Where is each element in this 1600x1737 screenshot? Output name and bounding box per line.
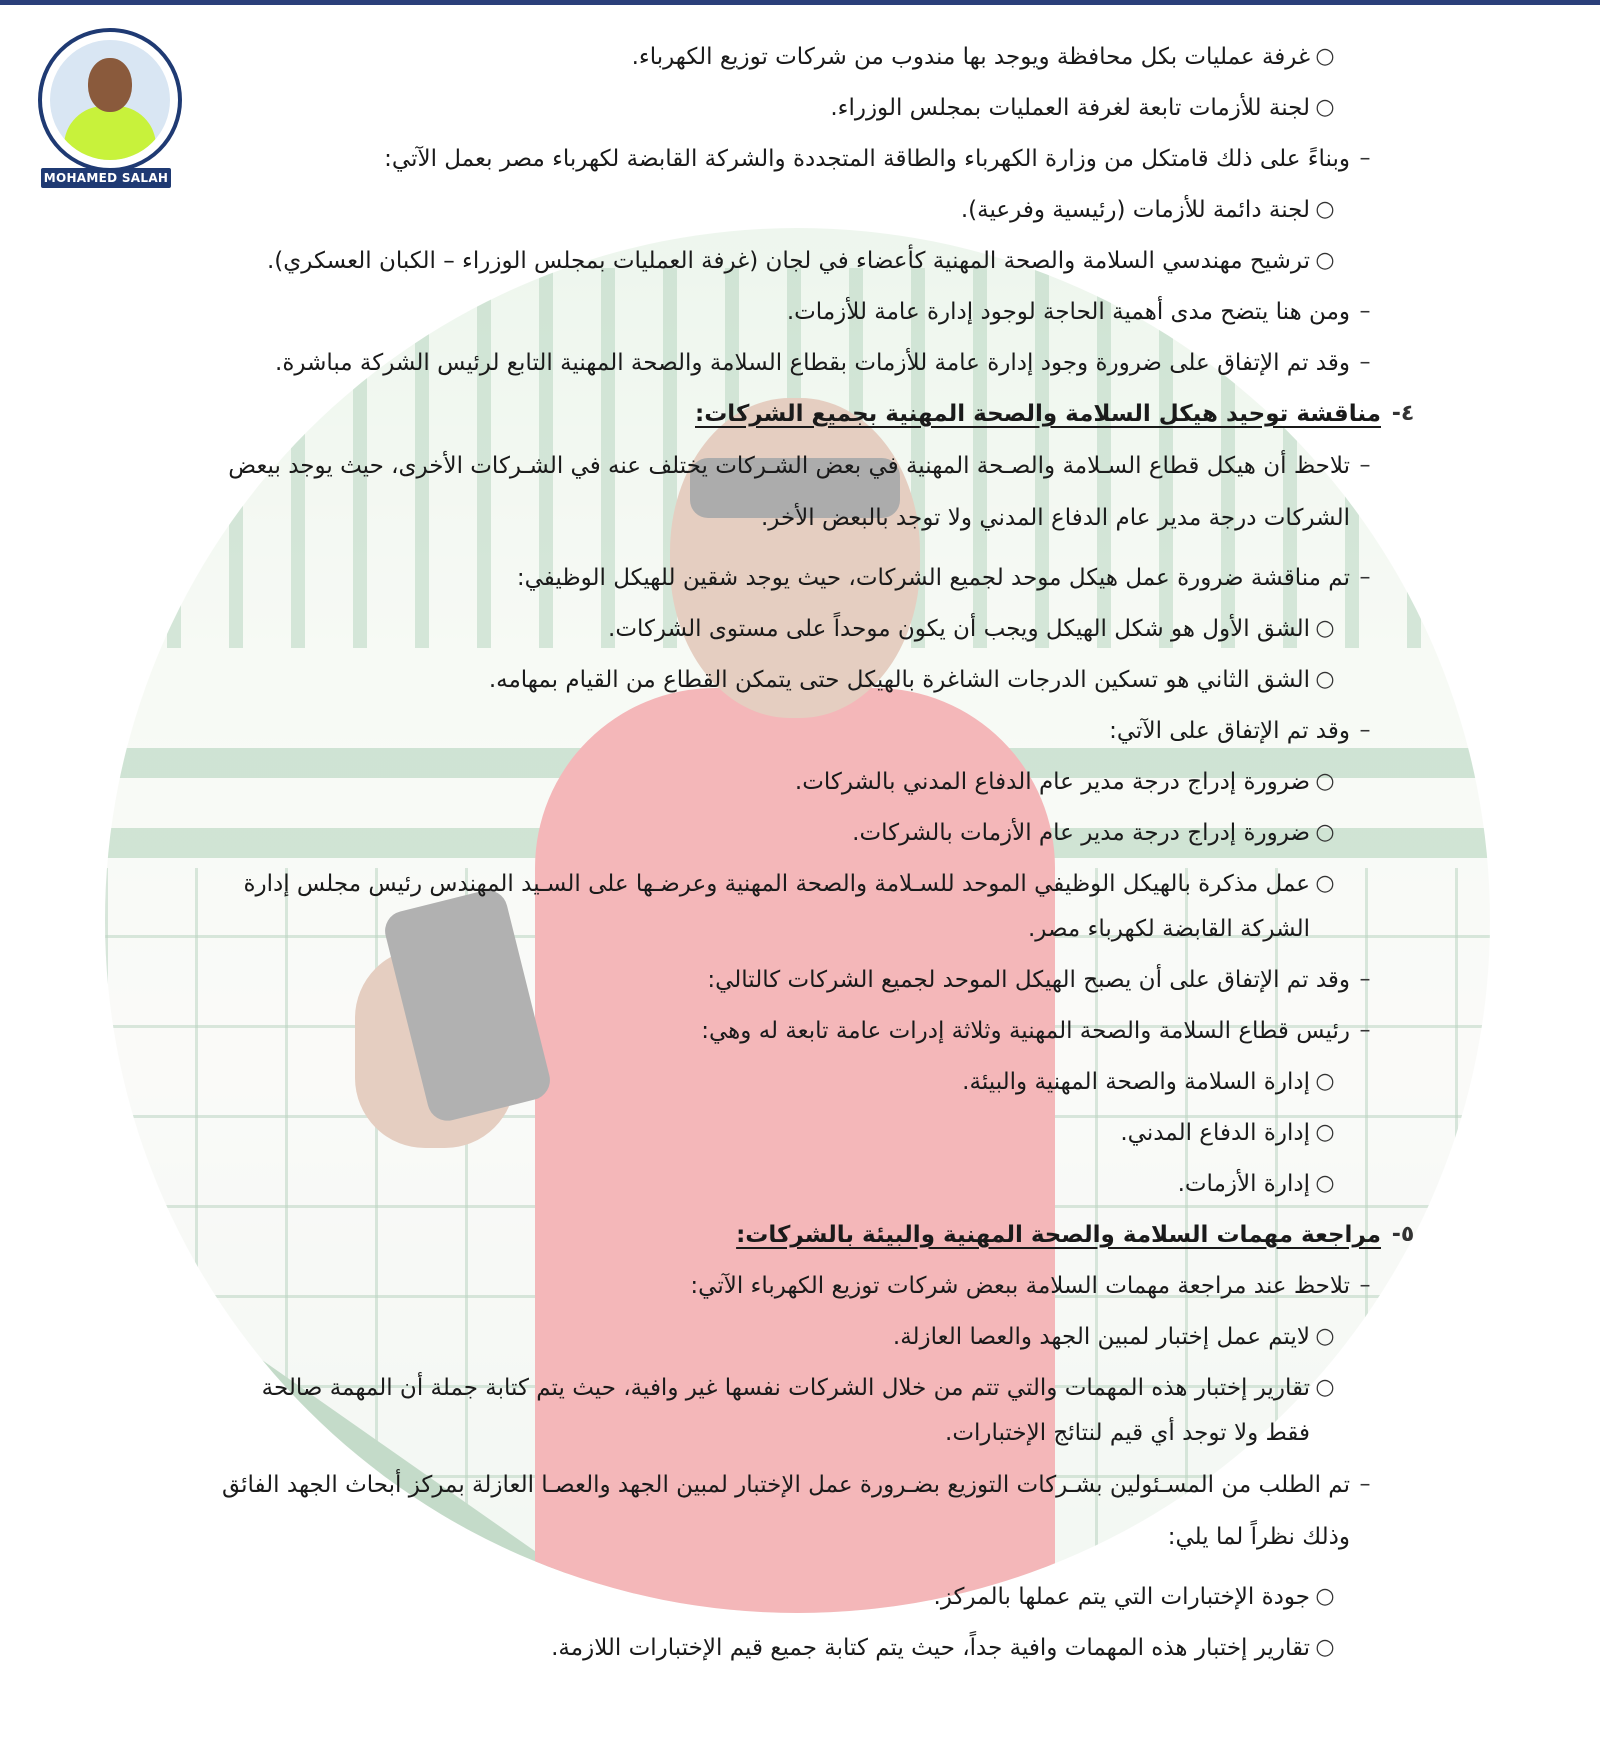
list-item-text: ترشيح مهندسي السلامة والصحة المهنية كأعضاء في لجان (غرفة العمليات بمجلس الوزراء – الكبان العسكري). bbox=[266, 248, 1310, 274]
list-item-text: تلاحظ عند مراجعة مهمات السلامة ببعض شركات توزيع الكهرباء الآتي: bbox=[690, 1273, 1350, 1299]
list-item-text: فقط ولا توجد أي قيم لنتائج الإختبارات. bbox=[945, 1420, 1310, 1446]
list-item bbox=[180, 1580, 1425, 1614]
list-item bbox=[180, 40, 1425, 74]
list-item-text: إدارة الدفاع المدني. bbox=[1120, 1120, 1310, 1146]
section-heading bbox=[180, 397, 1425, 431]
list-item bbox=[180, 295, 1425, 329]
list-item-text: وقد تم الإتفاق على أن يصبح الهيكل الموحد لجميع الشركات كالتالي: bbox=[707, 967, 1350, 993]
list-item-text: إدارة الأزمات. bbox=[1177, 1171, 1310, 1197]
circle-bullet-icon: ○ bbox=[1315, 616, 1335, 641]
list-item-text: عمل مذكرة بالهيكل الوظيفي الموحد للسـلامة والصحة المهنية وعرضـها على السـيد المهندس رئيس مجلس إدارة bbox=[243, 871, 1310, 897]
section-title: مناقشة توحيد هيكل السلامة والصحة المهنية بجميع الشركات: bbox=[695, 401, 1381, 427]
list-item bbox=[180, 1631, 1425, 1665]
list-item bbox=[180, 612, 1425, 646]
logo-ring bbox=[38, 28, 182, 172]
list-item bbox=[180, 1167, 1425, 1201]
circle-bullet-icon: ○ bbox=[1315, 197, 1335, 222]
document-body bbox=[180, 40, 1425, 1682]
avatar-body bbox=[64, 106, 156, 160]
list-item bbox=[180, 714, 1425, 748]
list-item bbox=[180, 561, 1425, 595]
list-item-text: تم الطلب من المسـئولين بشـركات التوزيع بضـرورة عمل الإختبار لمبين الجهد والعصـا العازلة بمركز أبحاث الجهد الفائق وذلك نظراً لما يلي: bbox=[221, 1472, 1350, 1550]
dash-bullet-icon: – bbox=[1359, 299, 1371, 324]
list-item-text: الشركة القابضة لكهرباء مصر. bbox=[1027, 916, 1310, 942]
circle-bullet-icon: ○ bbox=[1315, 1635, 1335, 1660]
list-item bbox=[180, 1320, 1425, 1354]
list-item bbox=[180, 765, 1425, 799]
circle-bullet-icon: ○ bbox=[1315, 667, 1335, 692]
avatar-head bbox=[88, 58, 132, 112]
list-item-text: وبناءً على ذلك قامتكل من وزارة الكهرباء والطاقة المتجددة والشركة القابضة لكهرباء مصر بعمل الآتي: bbox=[384, 146, 1350, 172]
list-item-text: وقد تم الإتفاق على الآتي: bbox=[1109, 718, 1350, 744]
list-item-text: الشق الثاني هو تسكين الدرجات الشاغرة بالهيكل حتى يتمكن القطاع من القيام بمهامه. bbox=[488, 667, 1310, 693]
circle-bullet-icon: ○ bbox=[1315, 248, 1335, 273]
dash-bullet-icon: – bbox=[1359, 718, 1371, 743]
avatar bbox=[50, 40, 170, 160]
circle-bullet-icon: ○ bbox=[1315, 1375, 1335, 1400]
dash-bullet-icon: – bbox=[1359, 1472, 1371, 1497]
logo-badge bbox=[38, 28, 178, 193]
list-item bbox=[180, 663, 1425, 697]
list-item bbox=[180, 1116, 1425, 1150]
list-item bbox=[180, 91, 1425, 125]
circle-bullet-icon: ○ bbox=[1315, 44, 1335, 69]
list-item-continuation bbox=[180, 912, 1425, 946]
list-item bbox=[180, 244, 1425, 278]
list-item-text: غرفة عمليات بكل محافظة ويوجد بها مندوب من شركات توزيع الكهرباء. bbox=[631, 44, 1310, 70]
list-item bbox=[180, 963, 1425, 997]
list-item-text: ضرورة إدراج درجة مدير عام الدفاع المدني بالشركات. bbox=[794, 769, 1310, 795]
list-item bbox=[180, 1065, 1425, 1099]
list-item bbox=[180, 440, 1425, 544]
list-item bbox=[180, 193, 1425, 227]
list-item-text: الشق الأول هو شكل الهيكل ويجب أن يكون موحداً على مستوى الشركات. bbox=[608, 616, 1310, 642]
list-item bbox=[180, 346, 1425, 380]
dash-bullet-icon: – bbox=[1359, 146, 1371, 171]
circle-bullet-icon: ○ bbox=[1315, 1584, 1335, 1609]
list-item bbox=[180, 1014, 1425, 1048]
circle-bullet-icon: ○ bbox=[1315, 1120, 1335, 1145]
list-item-text: لجنة للأزمات تابعة لغرفة العمليات بمجلس الوزراء. bbox=[830, 95, 1310, 121]
circle-bullet-icon: ○ bbox=[1315, 769, 1335, 794]
list-item-text: رئيس قطاع السلامة والصحة المهنية وثلاثة إدرات عامة تابعة له وهي: bbox=[701, 1018, 1350, 1044]
dash-bullet-icon: – bbox=[1359, 453, 1371, 478]
section-title: مراجعة مهمات السلامة والصحة المهنية والبيئة بالشركات: bbox=[736, 1222, 1381, 1248]
list-item-text: تلاحظ أن هيكل قطاع السـلامة والصـحة المهنية في بعض الشـركات يختلف عنه في الشـركات الأخرى، حيث يوجد بيعض الشركات درجة مدير عام الدفاع المدني ولا توجد بالبعض الأخر. bbox=[228, 453, 1350, 531]
list-item-text: ضرورة إدراج درجة مدير عام الأزمات بالشركات. bbox=[852, 820, 1310, 846]
circle-bullet-icon: ○ bbox=[1315, 820, 1335, 845]
list-item-text: تم مناقشة ضرورة عمل هيكل موحد لجميع الشركات، حيث يوجد شقين للهيكل الوظيفي: bbox=[516, 565, 1350, 591]
circle-bullet-icon: ○ bbox=[1315, 95, 1335, 120]
dash-bullet-icon: – bbox=[1359, 967, 1371, 992]
circle-bullet-icon: ○ bbox=[1315, 1171, 1335, 1196]
list-item bbox=[180, 1269, 1425, 1303]
circle-bullet-icon: ○ bbox=[1315, 871, 1335, 896]
section-heading bbox=[180, 1218, 1425, 1252]
list-item-text: تقارير إختبار هذه المهمات وافية جداً، حيث يتم كتابة جميع قيم الإختبارات اللازمة. bbox=[551, 1635, 1310, 1661]
section-number: ٤- bbox=[1391, 401, 1415, 426]
list-item-text: إدارة السلامة والصحة المهنية والبيئة. bbox=[962, 1069, 1310, 1095]
circle-bullet-icon: ○ bbox=[1315, 1069, 1335, 1094]
dash-bullet-icon: – bbox=[1359, 350, 1371, 375]
list-item bbox=[180, 816, 1425, 850]
list-item-text: جودة الإختبارات التي يتم عملها بالمركز. bbox=[933, 1584, 1310, 1610]
dash-bullet-icon: – bbox=[1359, 1273, 1371, 1298]
list-item-text: وقد تم الإتفاق على ضرورة وجود إدارة عامة للأزمات بقطاع السلامة والصحة المهنية التابع لرئيس الشركة مباشرة. bbox=[275, 350, 1350, 376]
list-item bbox=[180, 867, 1425, 901]
list-item-text: لجنة دائمة للأزمات (رئيسية وفرعية). bbox=[960, 197, 1310, 223]
section-number: ٥- bbox=[1391, 1222, 1415, 1247]
list-item bbox=[180, 142, 1425, 176]
list-item-text: ومن هنا يتضح مدى أهمية الحاجة لوجود إدارة عامة للأزمات. bbox=[786, 299, 1350, 325]
list-item-continuation bbox=[180, 1416, 1425, 1450]
list-item bbox=[180, 1371, 1425, 1405]
circle-bullet-icon: ○ bbox=[1315, 1324, 1335, 1349]
list-item bbox=[180, 1459, 1425, 1563]
list-item-text: تقارير إختبار هذه المهمات والتي تتم من خلال الشركات نفسها غير وافية، حيث يتم كتابة جملة أن المهمة صالحة bbox=[261, 1375, 1310, 1401]
logo-name: MOHAMED SALAH bbox=[41, 168, 171, 188]
top-border bbox=[0, 0, 1600, 5]
list-item-text: لايتم عمل إختبار لمبين الجهد والعصا العازلة. bbox=[892, 1324, 1310, 1350]
dash-bullet-icon: – bbox=[1359, 565, 1371, 590]
dash-bullet-icon: – bbox=[1359, 1018, 1371, 1043]
